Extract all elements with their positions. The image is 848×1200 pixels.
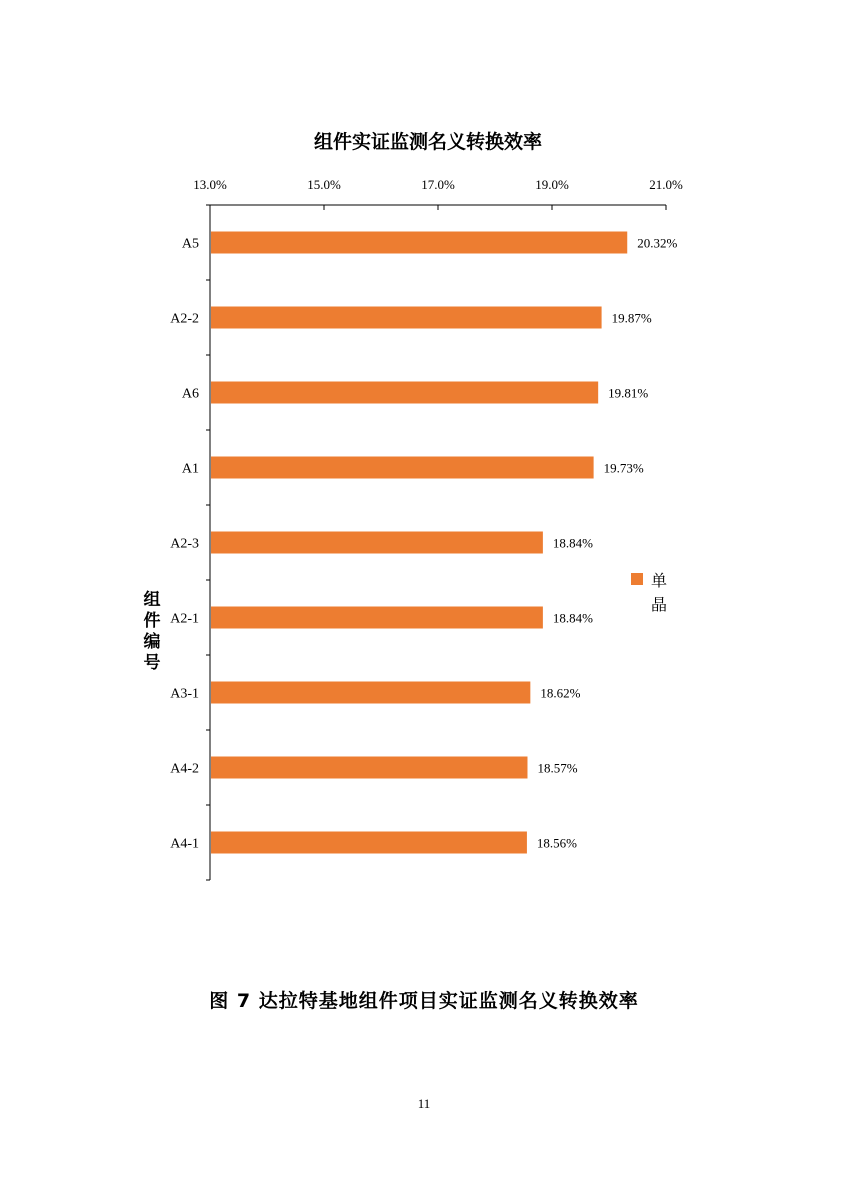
x-tick-label: 13.0% xyxy=(193,177,227,192)
data-label: 19.73% xyxy=(603,460,644,476)
bar xyxy=(211,382,598,404)
data-label: 18.56% xyxy=(536,835,578,851)
bar xyxy=(211,757,527,779)
x-tick-label: 21.0% xyxy=(649,177,683,192)
figure-caption: 图 7 达拉特基地组件项目实证监测名义转换效率 xyxy=(209,990,639,1012)
bar xyxy=(211,457,594,479)
legend-label: 单 xyxy=(650,571,668,590)
data-label: 18.84% xyxy=(552,535,593,551)
category-label: A3-1 xyxy=(170,686,199,702)
category-label: A4-1 xyxy=(170,836,199,852)
chart-title: 组件实证监测名义转换效率 xyxy=(313,131,543,153)
y-axis-label-char: 组 xyxy=(143,590,161,610)
legend-marker xyxy=(631,573,643,585)
legend-label: 晶 xyxy=(650,595,668,614)
bar xyxy=(211,532,543,554)
category-label: A2-2 xyxy=(170,311,199,327)
bar xyxy=(211,307,602,329)
data-label: 19.87% xyxy=(611,310,652,326)
page-number: 11 xyxy=(417,1096,431,1111)
category-label: A1 xyxy=(181,461,199,477)
category-label: A4-2 xyxy=(170,761,199,777)
y-axis-label-char: 号 xyxy=(143,653,161,673)
bar xyxy=(211,232,627,254)
y-axis-label-char: 件 xyxy=(143,611,161,631)
x-tick-label: 15.0% xyxy=(307,177,341,192)
category-label: A5 xyxy=(181,236,199,252)
x-tick-label: 17.0% xyxy=(421,177,455,192)
data-label: 19.81% xyxy=(608,385,649,401)
bar xyxy=(211,832,527,854)
y-axis-label-char: 编 xyxy=(143,632,161,652)
category-label: A2-1 xyxy=(170,611,199,627)
data-label: 18.57% xyxy=(537,760,578,776)
bar xyxy=(211,607,543,629)
data-label: 18.84% xyxy=(552,610,593,626)
x-tick-label: 19.0% xyxy=(535,177,569,192)
data-label: 20.32% xyxy=(637,235,678,251)
category-label: A6 xyxy=(181,386,199,402)
category-label: A2-3 xyxy=(170,536,199,552)
bar xyxy=(211,682,530,704)
data-label: 18.62% xyxy=(540,685,581,701)
